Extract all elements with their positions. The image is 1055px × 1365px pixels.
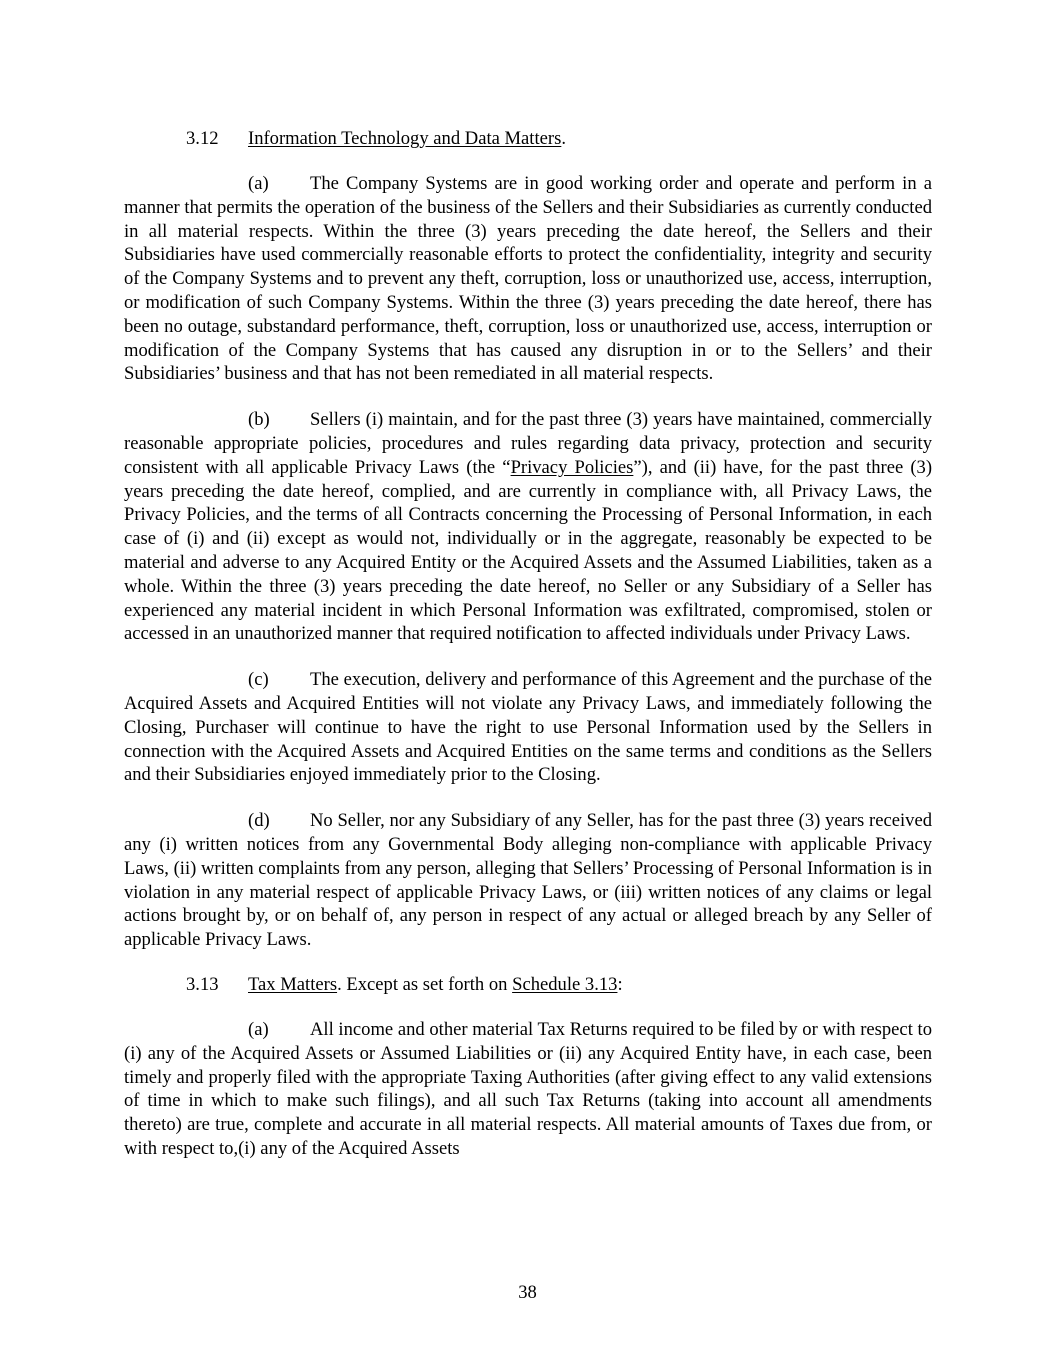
paragraph-label: (c): [248, 669, 269, 691]
paragraph-text: The execution, delivery and performance of this Agreement and the purchase of the Acquired Assets and Acquired Entities will not violate any Privacy Laws, and immediately following the Closing, Purchaser will continue to have the right to use Personal Information used by the Sellers in connection with the Acquired Assets and Acquired Entities on the same terms and conditions as the Sellers and their Subsidiaries enjoyed immediately prior to the Closing.: [124, 669, 932, 786]
document-page: [124, 124, 932, 1161]
section-number: 3.12: [186, 128, 219, 149]
section-title-suffix: .: [561, 128, 566, 149]
paragraph-label: (d): [248, 810, 270, 832]
paragraph-label: (b): [248, 409, 270, 431]
paragraph-tax-a: [124, 1018, 932, 1161]
schedule-reference: Schedule 3.13: [512, 973, 618, 995]
paragraph-text-continued: ”), and (ii) have, for the past three (3) years preceding the date hereof, complied, and are currently in compliance with, all Privacy Laws, the Privacy Policies, and the terms of all Contracts concerning the Processing of Personal Information, in each case of (i) and (ii) except as would not, individually or in the aggregate, reasonably be expected to be material and adverse to any Acquired Entity or the Acquired Assets and the Assumed Liabilities, taken as a whole. Within the three (3) years preceding the date hereof, no Seller or any Subsidiary of a Seller has experienced any material incident in which Personal Information was exfiltrated, compromised, stolen or accessed in an unauthorized manner that required notification to affected individuals under Privacy Laws.: [124, 456, 933, 645]
section-title: Tax Matters: [248, 973, 338, 995]
paragraph-text: All income and other material Tax Returns required to be filed by or with respect to (i) any of the Acquired Assets or Assumed Liabilities or (ii) any Acquired Entity have, in each case, been timely and properly filed with the appropriate Taxing Authorities (after giving effect to any valid extensions of time in which to make such filings), and all such Tax Returns (taking into account all amendments thereto) are true, complete and accurate in all material respects. All material amounts of Taxes due from, or with respect to,(i) any of the Acquired Assets: [124, 1018, 932, 1159]
section-heading-3-13: [124, 973, 932, 997]
paragraph-text: No Seller, nor any Subsidiary of any Seller, has for the past three (3) years received any (i) written notices from any Governmental Body alleging non-compliance with applicable Privacy Laws, (ii) written complaints from any person, alleging that Sellers’ Processing of Personal Information is in violation in any material respect of applicable Privacy Laws, or (iii) written notices of any claims or legal actions brought by, or on behalf of, any person in respect of any actual or alleged breach by any Seller of applicable Privacy Laws.: [124, 810, 932, 951]
section-title: Information Technology and Data Matters: [248, 128, 562, 149]
defined-term: Privacy Policies: [510, 456, 634, 478]
paragraph-d: [124, 809, 932, 952]
paragraph-label: (a): [248, 173, 269, 194]
paragraph-text: The Company Systems are in good working order and operate and perform in a manner that permits the operation of the business of the Sellers and their Subsidiaries as currently conducted in all material respects. Within the three (3) years preceding the date hereof, the Sellers and their Subsidiaries have used commercially reasonable efforts to protect the confidentiality, integrity and security of the Company Systems and to prevent any theft, corruption, loss or unauthorized use, access, interruption, or modification of such Company Systems. Within the three (3) years preceding the date hereof, there has been no outage, substandard performance, theft, corruption, loss or unauthorized use, access, interruption or modification of the Company Systems that has caused any disruption in or to the Sellers’ and their Subsidiaries’ business and that has not been remediated in all material respects.: [124, 173, 932, 385]
page-number: 38: [518, 1282, 537, 1303]
paragraph-c: [124, 668, 932, 787]
paragraph-a: [124, 172, 932, 386]
section-number: 3.13: [186, 973, 219, 995]
section-heading-text: . Except as set forth on: [337, 973, 513, 995]
paragraph-label: (a): [248, 1018, 269, 1040]
paragraph-text: Sellers (i) maintain, and for the past three (3) years have maintained, commercially reasonable appropriate policies, procedures and rules regarding data privacy, protection and security consistent with all applicable Privacy Laws (the “: [124, 409, 932, 478]
paragraph-b: [124, 408, 932, 646]
section-heading-3-12: [124, 127, 932, 151]
section-heading-suffix: :: [617, 973, 623, 995]
